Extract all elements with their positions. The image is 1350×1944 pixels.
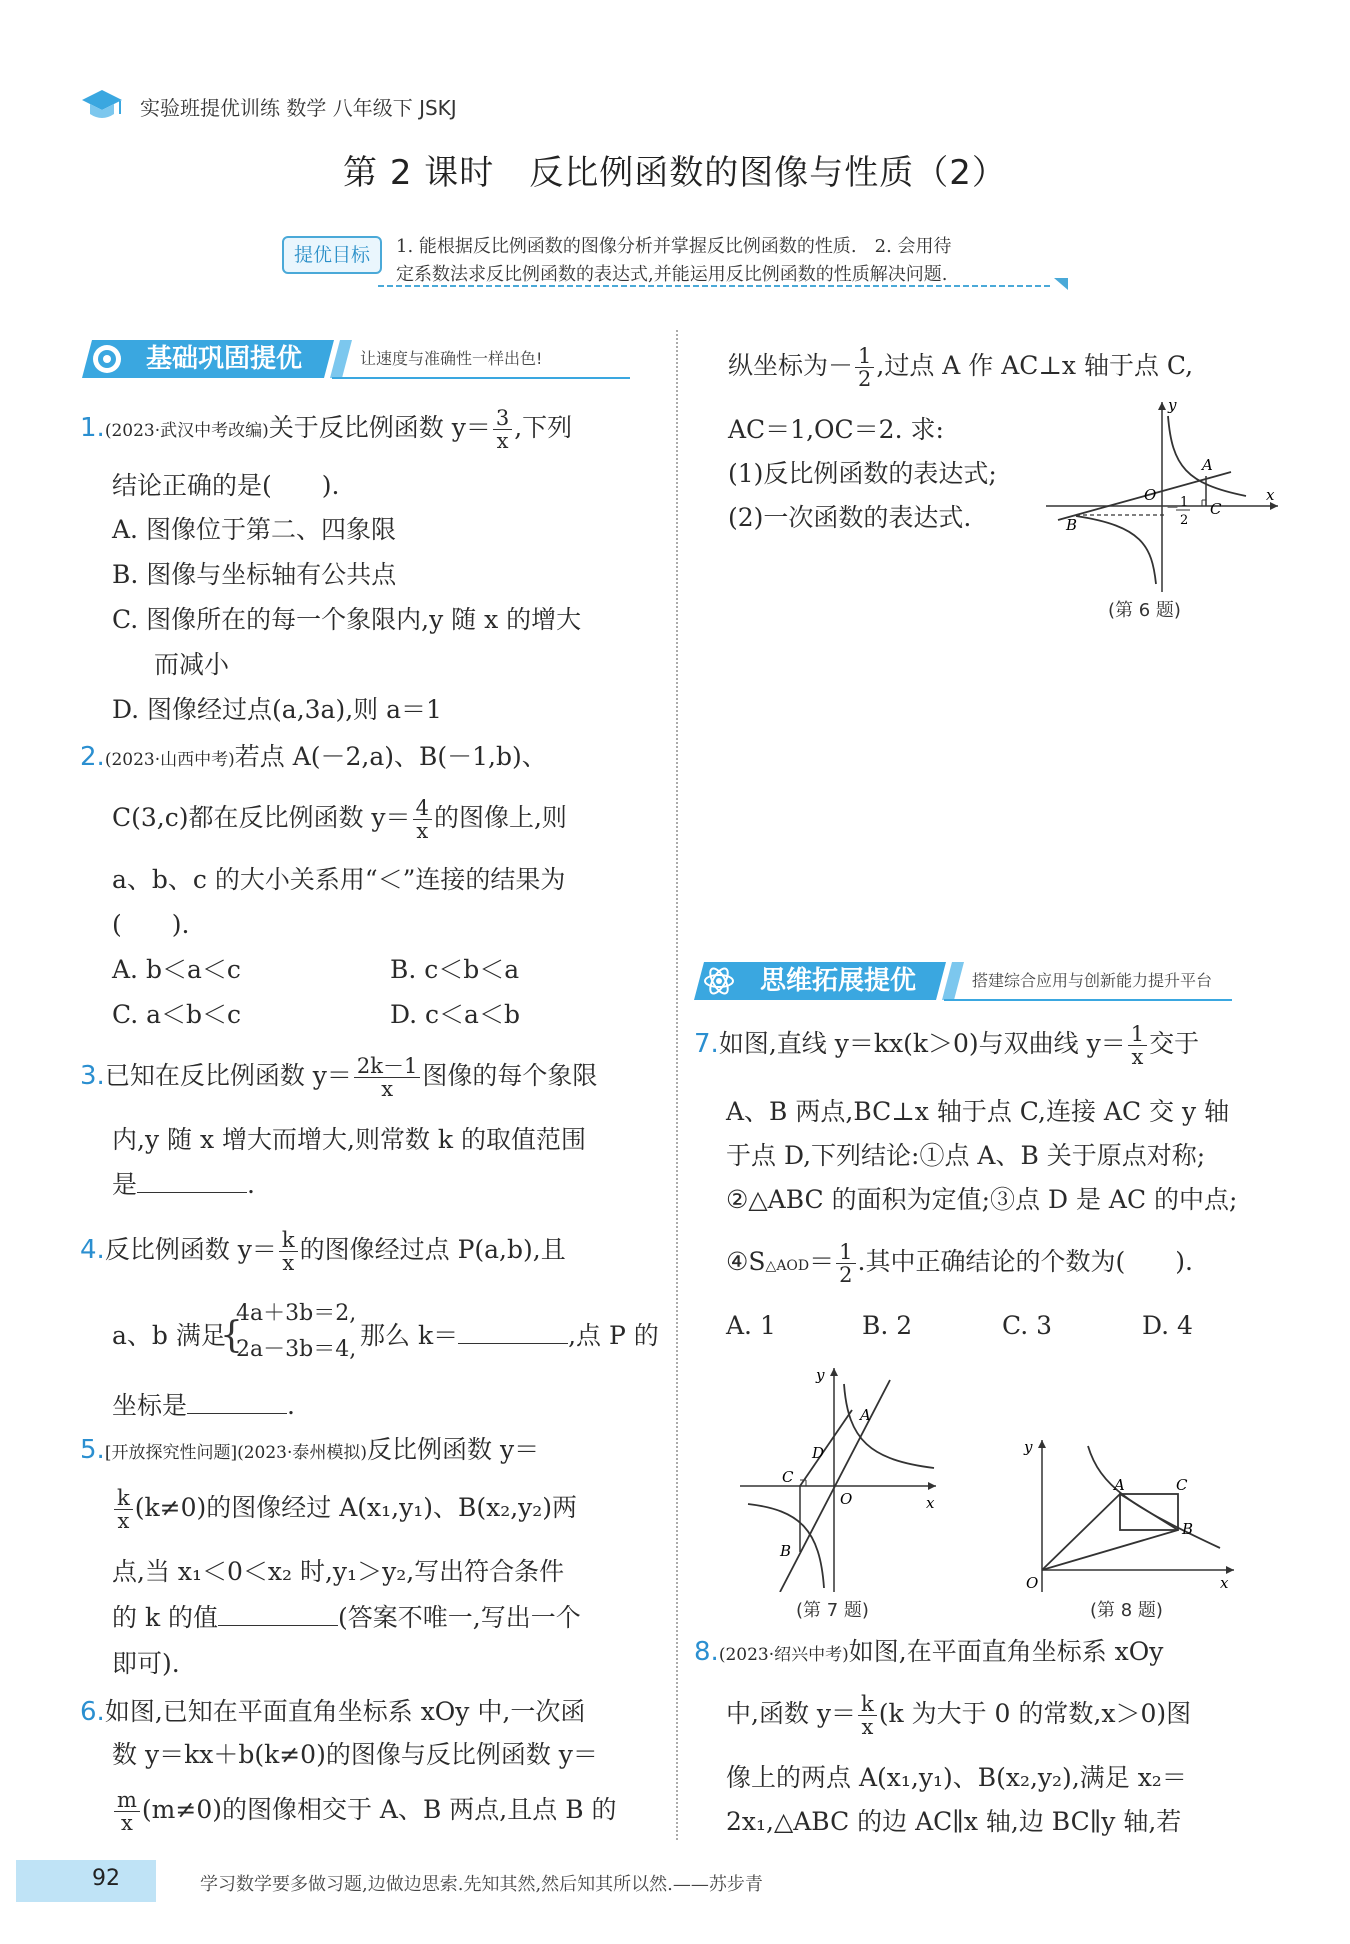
q7-figure-caption: (第 7 题): [796, 1600, 869, 1621]
fig8-label-y: y: [1024, 1438, 1033, 1456]
answer-blank[interactable]: [218, 1601, 338, 1626]
q1-option-c-cont: 而减小: [154, 650, 230, 679]
q8-stem-3: 像上的两点 A(x₁,y₁)、B(x₂,y₂),满足 x₂＝: [726, 1763, 1187, 1792]
q6-stem-2: 数 y＝kx＋b(k≠0)的图像与反比例函数 y＝: [112, 1740, 598, 1769]
q5-stem: 5.[开放探究性问题](2023·泰州模拟)反比例函数 y＝: [80, 1435, 540, 1465]
q8-figure-caption: (第 8 题): [1090, 1600, 1163, 1621]
q1-stem: 1.(2023·武汉中考改编)关于反比例函数 y＝ $\frac{3}{x}$ ,下列: [80, 406, 573, 453]
q2-option-c: C. a＜b＜c: [112, 1000, 242, 1029]
q6-stem: 6.如图,已知在平面直角坐标系 xOy 中,一次函: [80, 1697, 586, 1727]
q6-figure-caption: (第 6 题): [1108, 600, 1181, 621]
goal-line-2: 定系数法求反比例函数的表达式,并能运用反比例函数的性质解决问题.: [396, 264, 948, 285]
q5-tag: [开放探究性问题]: [104, 1443, 238, 1463]
q7-fraction: $\frac{1}{x}$: [1128, 1023, 1147, 1068]
q3-stem: 3.已知在反比例函数 y＝ $\frac{2k-1}{x}$ 图像的每个象限: [80, 1054, 598, 1101]
q2-stem-4: ( ).: [112, 910, 190, 939]
fig7-label-c: C: [782, 1468, 794, 1486]
fig7-label-o: O: [840, 1490, 853, 1508]
goal-line-1: 1. 能根据反比例函数的图像分析并掌握反比例函数的性质. 2. 会用待: [396, 236, 952, 257]
q8-figure: [1020, 1436, 1240, 1592]
fig8-label-x: x: [1220, 1574, 1229, 1592]
q1-option-b: B. 图像与坐标轴有公共点: [112, 560, 397, 589]
fig8-label-c: C: [1176, 1476, 1188, 1494]
q2-stem: 2.(2023·山西中考)若点 A(－2,a)、B(－1,b)、: [80, 742, 547, 772]
q6-right-3: (1)反比例函数的表达式;: [728, 459, 997, 488]
fig6-label-a: A: [1202, 456, 1213, 474]
q4-equation-1: 4a＋3b＝2,: [236, 1301, 357, 1326]
fig7-label-a: A: [860, 1406, 871, 1424]
q4-stem-3: 坐标是 .: [112, 1391, 295, 1420]
section2-label: 思维拓展提优: [760, 966, 917, 996]
graduation-cap-icon: [80, 86, 124, 126]
column-divider: [676, 330, 678, 1840]
section1-label: 基础巩固提优: [146, 344, 303, 374]
q3-stem-2: 内,y 随 x 增大而增大,则常数 k 的取值范围: [112, 1125, 587, 1154]
answer-blank[interactable]: [137, 1168, 247, 1193]
q7-option-a: A. 1: [726, 1311, 776, 1340]
q7-stem-2: A、B 两点,BC⊥x 轴于点 C,连接 AC 交 y 轴: [726, 1097, 1230, 1126]
q6-figure: [1046, 396, 1286, 592]
q7-option-d: D. 4: [1142, 1311, 1193, 1340]
q8-stem: 8.(2023·绍兴中考)如图,在平面直角坐标系 xOy: [694, 1637, 1164, 1667]
q5-stem-5: 即可).: [112, 1649, 180, 1678]
book-title: 实验班提优训练 数学 八年级下 JSKJ: [140, 96, 457, 120]
footer-quote: 学习数学要多做习题,边做边思索.先知其然,然后知其所以然.——苏步青: [200, 1874, 763, 1895]
section1-subtitle: 让速度与准确性一样出色!: [360, 349, 543, 368]
q4-brace: {: [220, 1315, 243, 1356]
fig7-label-b: B: [780, 1542, 792, 1560]
goal-tag: 提优目标: [282, 236, 382, 274]
q6-right-1: 纵坐标为－ $\frac{1}{2}$ ,过点 A 作 AC⊥x 轴于点 C,: [728, 344, 1194, 391]
q4-stem-2b: 那么 k＝ ,点 P 的: [360, 1321, 659, 1350]
q7-option-b: B. 2: [862, 1311, 913, 1340]
q4-stem-2a: a、b 满足: [112, 1321, 226, 1350]
q4-system: [236, 1296, 356, 1368]
q7-option-c: C. 3: [1002, 1311, 1053, 1340]
fig8-label-b: B: [1182, 1520, 1194, 1538]
fig6-minus: －: [1166, 501, 1180, 516]
lesson-title: 第 2 课时 反比例函数的图像与性质（2）: [343, 153, 1007, 193]
fig6-label-b: B: [1066, 516, 1078, 534]
fig7-label-x: x: [926, 1494, 935, 1512]
q2-option-a: A. b＜a＜c: [112, 955, 241, 984]
q7-stem-4: ②△ABC 的面积为定值;③点 D 是 AC 的中点;: [726, 1185, 1238, 1214]
q5-stem-4: 的 k 的值 (答案不唯一,写出一个: [112, 1603, 581, 1632]
q8-stem-4: 2x₁,△ABC 的边 AC∥x 轴,边 BC∥y 轴,若: [726, 1807, 1182, 1836]
fig7-label-y: y: [816, 1366, 825, 1384]
q4-stem: 4.反比例函数 y＝ $\frac{k}{x}$ 的图像经过点 P(a,b),且: [80, 1228, 566, 1275]
q1-option-a: A. 图像位于第二、四象限: [112, 515, 396, 544]
fig8-label-o: O: [1026, 1574, 1039, 1592]
q3-fraction: $\frac{2k-1}{x}$: [354, 1055, 420, 1100]
fig6-label-y: y: [1168, 396, 1177, 414]
page-number: 92: [92, 1866, 120, 1891]
q4-fraction: $\frac{k}{x}$: [279, 1229, 298, 1274]
fig8-label-a: A: [1114, 1476, 1125, 1494]
q5-fraction: $\frac{k}{x}$: [114, 1487, 133, 1532]
q2-stem-2: C(3,c)都在反比例函数 y＝ $\frac{4}{x}$ 的图像上,则: [112, 796, 567, 843]
q7-s-fraction: $\frac{1}{2}$: [836, 1241, 855, 1286]
q1-number: 1.: [80, 413, 105, 443]
q1-source: (2023·武汉中考改编): [104, 421, 269, 441]
fig6-label-o: O: [1144, 486, 1157, 504]
q1-stem-2: 结论正确的是( ).: [112, 471, 340, 500]
answer-blank[interactable]: [187, 1389, 287, 1414]
q6-half-fraction: $\frac{1}{2}$: [855, 345, 874, 390]
q5-stem-3: 点,当 x₁＜0＜x₂ 时,y₁＞y₂,写出符合条件: [112, 1557, 565, 1586]
q1-fraction: $\frac{3}{x}$: [493, 407, 512, 452]
q7-stem-3: 于点 D,下列结论:①点 A、B 关于原点对称;: [726, 1141, 1206, 1170]
q5-source: (2023·泰州模拟): [237, 1443, 368, 1463]
q6-stem-3: $\frac{m}{x}$ (m≠0)的图像相交于 A、B 两点,且点 B 的: [112, 1788, 617, 1834]
q8-fraction: $\frac{k}{x}$: [858, 1693, 877, 1738]
fig6-label-c: C: [1210, 500, 1222, 518]
q3-stem-3: 是 .: [112, 1170, 255, 1199]
target-icon: [90, 342, 124, 376]
answer-blank[interactable]: [458, 1319, 568, 1344]
section2-subtitle: 搭建综合应用与创新能力提升平台: [972, 971, 1213, 990]
atom-icon: [702, 964, 736, 998]
q2-fraction: $\frac{4}{x}$: [413, 797, 432, 842]
fig6-label-x: x: [1266, 486, 1275, 504]
q2-source: (2023·山西中考): [104, 750, 235, 770]
footer-bar: [16, 1860, 156, 1902]
q6-right-2: AC＝1,OC＝2. 求:: [728, 415, 944, 444]
q6-right-4: (2)一次函数的表达式.: [728, 503, 972, 532]
q2-option-d: D. c＜a＜b: [390, 1000, 520, 1029]
q8-source: (2023·绍兴中考): [718, 1645, 849, 1665]
q7-stem: 7.如图,直线 y＝kx(k＞0)与双曲线 y＝ $\frac{1}{x}$ 交于: [694, 1022, 1200, 1069]
q2-stem-3: a、b、c 的大小关系用“＜”连接的结果为: [112, 865, 566, 894]
fig6-half-n: 1: [1180, 495, 1189, 510]
q8-stem-2: 中,函数 y＝ $\frac{k}{x}$ (k 为大于 0 的常数,x＞0)图: [726, 1692, 1192, 1739]
q4-equation-2: 2a－3b＝4,: [236, 1337, 357, 1362]
q7-stem-5: ④S△AOD＝ $\frac{1}{2}$ .其中正确结论的个数为( ).: [726, 1240, 1193, 1287]
q1-option-c: C. 图像所在的每一个象限内,y 随 x 的增大: [112, 605, 582, 634]
fig7-label-d: D: [812, 1444, 825, 1462]
fig6-half-d: 2: [1180, 513, 1189, 528]
q2-option-b: B. c＜b＜a: [390, 955, 520, 984]
q5-stem-2: $\frac{k}{x}$ (k≠0)的图像经过 A(x₁,y₁)、B(x₂,y₂)两: [112, 1486, 577, 1532]
q1-option-d: D. 图像经过点(a,3a),则 a＝1: [112, 695, 442, 724]
q7-figure: [740, 1360, 950, 1592]
q6-fraction: $\frac{m}{x}$: [114, 1789, 140, 1834]
